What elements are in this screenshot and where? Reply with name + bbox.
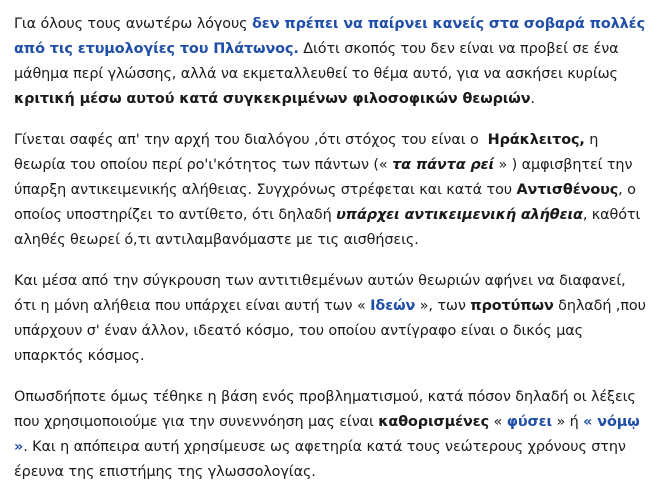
bold-phrase: κριτική μέσω αυτού κατά συγκεκριμένων φιλοσοφικών θεωριών bbox=[14, 91, 531, 107]
paragraph bbox=[14, 12, 648, 112]
emphasized-phrase: υπάρχει αντικειμενική αλήθεια bbox=[336, 207, 583, 223]
text-segment: Για όλους τους ανωτέρω λόγους bbox=[14, 16, 253, 32]
paragraph bbox=[14, 385, 648, 485]
bold-phrase: Ηράκλειτος, bbox=[487, 132, 585, 148]
text-segment: », των bbox=[415, 298, 471, 314]
highlighted-phrase: φύσει bbox=[506, 414, 552, 430]
text-segment: « bbox=[489, 414, 507, 430]
text-segment: . bbox=[530, 91, 535, 107]
bold-phrase: καθορισμένες bbox=[378, 414, 490, 430]
bold-phrase: Αντισθένους bbox=[516, 182, 619, 198]
text-segment: δηλαδή ,που υπάρχουν σ' έναν άλλον, ιδεατό κόσμο, του οποίου αντίγραφο είναι ο δικός μας υπαρκτός κόσμος. bbox=[14, 298, 651, 364]
text-segment: Γίνεται σαφές απ' την αρχή του διαλόγου ,ότι στόχος του είναι ο bbox=[14, 132, 488, 148]
text-segment: Οπωσδήποτε όμως τέθηκε η βάση ενός προβληματισμού, κατά πόσον δηλαδή οι λέξεις που χρησιμοποιούμε για την συνεννόηση μας είναι bbox=[14, 389, 641, 430]
text-segment: Διότι σκοπός του δεν είναι να προβεί σε ένα μάθημα περί γλώσσης, αλλά να εκμεταλλευθεί το θέμα αυτό, για να ασκήσει κυρίως bbox=[14, 41, 624, 82]
text-segment: , καθότι αληθές θεωρεί ό,τι αντιλαμβανόμαστε με τις αισθήσεις. bbox=[14, 207, 645, 248]
text-segment: » ) αμφισβητεί την ύπαρξη αντικειμενικής αλήθειας. Συγχρόνως στρέφεται και κατά του bbox=[14, 157, 637, 198]
highlighted-phrase: δεν πρέπει να παίρνει κανείς στα σοβαρά πολλές από τις ετυμολογίες του Πλάτωνος. bbox=[14, 16, 650, 57]
text-segment: . Και η απόπειρα αυτή χρησίμευσε ως αφετηρία κατά τους νεώτερους χρόνους στην έρευνα της επιστήμης της γλωσσολογίας. bbox=[14, 439, 631, 480]
paragraph bbox=[14, 128, 648, 253]
emphasized-phrase: τα πάντα ρεί bbox=[392, 157, 495, 173]
text-segment: Και μέσα από την σύγκρουση των αντιτιθεμένων αυτών θεωριών αφήνει να διαφανεί, ότι η μόνη αλήθεια που υπάρχει είναι αυτή των « bbox=[14, 273, 631, 314]
paragraph bbox=[14, 269, 651, 369]
document-body bbox=[14, 12, 651, 485]
highlighted-phrase: Ιδεών bbox=[370, 298, 416, 314]
highlighted-phrase: « νόμῳ » bbox=[14, 414, 645, 455]
text-segment: η θεωρία του οποίου περί ρο'ι'κότητος των πάντων (« bbox=[14, 132, 603, 173]
text-segment: , ο οποίος υποστηρίζει το αντίθετο, ότι δηλαδή bbox=[14, 182, 641, 223]
bold-phrase: προτύπων bbox=[470, 298, 554, 314]
text-segment: » ή bbox=[552, 414, 584, 430]
